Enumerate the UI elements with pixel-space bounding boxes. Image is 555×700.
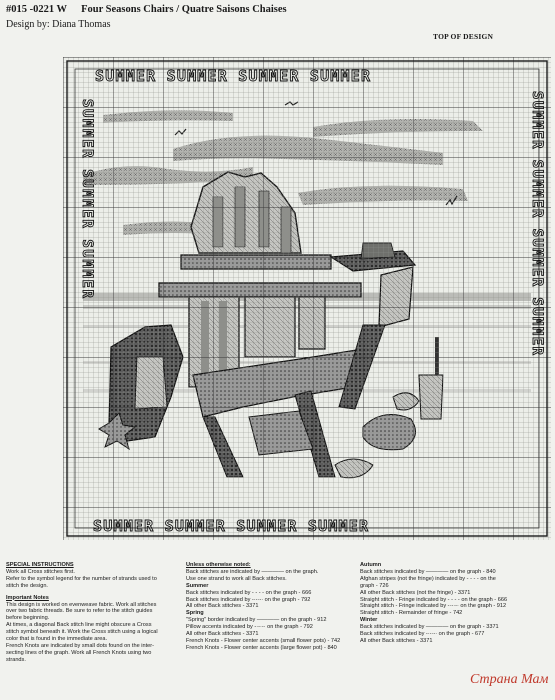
note-line: Back stitches are indicated by ———— on the graph. <box>186 568 319 575</box>
border-text-right: SUMMER SUMMER SUMMER SUMMER <box>529 91 545 357</box>
note-line: Afghan stripes (not the fringe) indicated by - - - - on the <box>360 575 496 582</box>
border-text-bottom: SUMMER SUMMER SUMMER SUMMER <box>93 517 370 535</box>
note-line: Straight stitch - Fringe indicated by - - - - on the graph - 666 <box>360 596 508 603</box>
note-line: stitch symbol beneath it. Work the Cross stitch using a logical <box>6 629 158 636</box>
pattern-number: #015 -0221 W <box>6 4 68 15</box>
stitch-notes <box>186 562 351 652</box>
note-line: Back stitches indicated by ———— on the graph - 840 <box>360 568 496 575</box>
special-instructions <box>6 562 176 664</box>
note-line: Straight stitch - Remainder of fringe - 742 <box>360 610 463 617</box>
note-line: Back stitches indicated by ———— on the graph - 3371 <box>360 624 499 631</box>
note-line: Back stitches indicated by -·-·-· on the graph - 677 <box>360 631 485 638</box>
important-notes-heading: Important Notes <box>6 594 49 601</box>
note-line: French Knots - Flower center accents (small flower pots) - 742 <box>186 637 341 644</box>
note-line: "Spring" border indicated by ———— on the graph - 912 <box>186 617 327 624</box>
instruction-line: Refer to the symbol legend for the number of strands used to <box>6 575 157 582</box>
site-watermark: Страна Мам <box>470 672 549 687</box>
border-text-left: SUMMER SUMMER SUMMER <box>79 99 95 300</box>
season-notes <box>360 562 550 645</box>
note-line: At times, a diagonal Back stitch line might obscure a Cross <box>6 622 152 629</box>
summer-heading: Summer <box>186 582 209 589</box>
unless-noted-heading: Unless otherwise noted: <box>186 562 251 568</box>
note-line: Use one strand to work all Back stitches. <box>186 575 287 582</box>
note-line: Back stitches indicated by -·-·-· on the graph - 792 <box>186 596 311 603</box>
instruction-line: Work all Cross stitches first. <box>6 568 75 575</box>
note-line: All other Back stitches (not the fringe) - 3371 <box>360 589 471 596</box>
note-line: secting lines of the graph. Work all French Knots using two <box>6 649 152 656</box>
note-line: This design is worked on evenweave fabric. Work all stitches <box>6 601 157 608</box>
border-text-top: SUMMER SUMMER SUMMER SUMMER <box>95 67 372 85</box>
note-line: All other Back stitches - 3371 <box>186 631 259 638</box>
designer-credit: Design by: Diana Thomas <box>6 19 111 30</box>
note-line: All other Back stitches - 3371 <box>186 603 259 610</box>
note-line: All other Back stitches - 3371 <box>360 637 433 644</box>
note-line: Back stitches indicated by - - - - on the graph - 666 <box>186 589 312 596</box>
note-line: over two fabric threads. Be sure to refer to the stitch guides <box>6 608 153 615</box>
cross-stitch-chart <box>63 57 551 540</box>
note-line: French Knots are indicated by small dots found on the inter- <box>6 642 155 649</box>
pattern-title <box>6 4 287 15</box>
note-line: graph - 726 <box>360 582 389 589</box>
special-instructions-heading: SPECIAL INSTRUCTIONS <box>6 562 74 568</box>
autumn-heading: Autumn <box>360 562 382 568</box>
note-line: Straight stitch - Fringe indicated by -·-·-· on the graph - 912 <box>360 603 507 610</box>
note-line: Pillow accents indicated by -·-·-· on the graph - 792 <box>186 624 313 631</box>
note-line: French Knots - Flower center accents (large flower pot) - 840 <box>186 644 337 651</box>
spring-heading: Spring <box>186 610 204 617</box>
instruction-line: stitch the design. <box>6 582 48 589</box>
note-line: strands. <box>6 656 26 663</box>
pattern-name: Four Seasons Chairs / Quatre Saisons Chaises <box>81 4 287 15</box>
chart-svg <box>63 57 551 540</box>
orientation-label: TOP OF DESIGN <box>433 32 494 41</box>
note-line: color that is found in the immediate area. <box>6 636 108 643</box>
note-line: before beginning. <box>6 615 50 622</box>
winter-heading: Winter <box>360 617 378 624</box>
